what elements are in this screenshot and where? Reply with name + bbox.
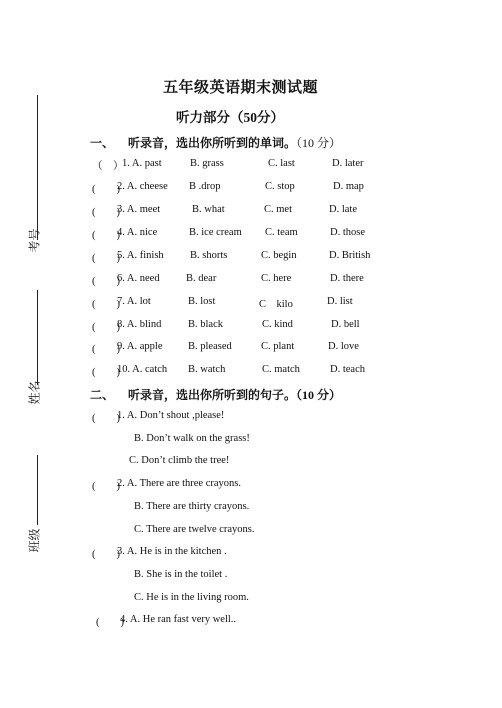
s1-item-7 (0, 296, 502, 312)
option-b: B. grass (190, 158, 224, 169)
s1-item-5 (0, 250, 502, 266)
option-c: C. plant (261, 341, 295, 352)
s2-q4-blank[interactable]: ( ) (96, 617, 124, 628)
s2-q2-option-b: B. There are thirty crayons. (134, 501, 250, 512)
s2-q1-option-a: 1. A. Don’t shout ,please! (117, 410, 225, 421)
s1-item-6 (0, 273, 502, 289)
answer-blank[interactable]: ( ) (92, 184, 120, 195)
s2-q2-option-c: C. There are twelve crayons. (134, 524, 255, 535)
option-a: 7. A. lot (117, 296, 151, 307)
option-d: D. there (330, 273, 364, 284)
s2-q2-blank[interactable]: ( ) (92, 481, 120, 492)
answer-blank[interactable]: ( ) (92, 207, 120, 218)
option-b: B. dear (186, 273, 217, 284)
option-a: 4. A. nice (117, 227, 158, 238)
option-c: C. team (265, 227, 298, 238)
s1-item-3 (0, 204, 502, 220)
option-d: D. love (328, 341, 359, 352)
option-d: D. list (327, 296, 353, 307)
page-title: 五年级英语期末测试题 (163, 80, 319, 96)
option-a: 2. A. cheese (117, 181, 168, 192)
option-c: C. match (262, 364, 300, 375)
section1-points: （10 分） (296, 136, 342, 150)
option-a: 5. A. finish (117, 250, 164, 261)
s2-q2-option-a: 2. A. There are three crayons. (117, 478, 242, 489)
option-b: B. ice cream (189, 227, 242, 238)
option-d: D. map (333, 181, 364, 192)
section1-heading (90, 134, 341, 151)
s2-q3-blank[interactable]: ( ) (92, 549, 120, 560)
option-b: B. shorts (190, 250, 228, 261)
page-subtitle: 听力部分（50分） (176, 110, 284, 125)
answer-blank[interactable]: ( ) (92, 322, 120, 333)
option-d: D. bell (331, 319, 360, 330)
option-b: B. what (192, 204, 225, 215)
answer-blank[interactable]: ( ) (92, 253, 120, 264)
option-d: D. teach (330, 364, 365, 375)
option-c: C kilo (259, 299, 293, 310)
option-c: C. here (261, 273, 292, 284)
option-d: D. those (330, 227, 365, 238)
option-b: B .drop (189, 181, 221, 192)
option-d: D. British (329, 250, 371, 261)
s1-item-1 (0, 158, 502, 174)
option-b: B. pleased (188, 341, 232, 352)
option-c: C. stop (265, 181, 295, 192)
name-label: 姓名 (27, 380, 42, 405)
class-label: 班级 (27, 528, 42, 553)
s2-q1-option-b: B. Don’t walk on the grass! (134, 433, 250, 444)
s1-item-10 (0, 364, 502, 380)
exam-no-label: 考号 (27, 228, 42, 253)
option-c: C. met (264, 204, 292, 215)
option-b: B. watch (188, 364, 226, 375)
class-line (37, 455, 38, 525)
s2-q3-option-c: C. He is in the living room. (134, 592, 249, 603)
section1-number: 一、 (90, 136, 115, 150)
s1-item-8 (0, 319, 502, 335)
option-a: 8. A. blind (117, 319, 162, 330)
option-a: 6. A. need (117, 273, 160, 284)
section1-instruction: 听录音，选出你所听到的单词。 (128, 136, 297, 150)
s2-q1-blank[interactable]: ( ) (92, 413, 120, 424)
answer-blank[interactable]: ( ) (92, 344, 120, 355)
s1-item-4 (0, 227, 502, 243)
option-a: 3. A. meet (117, 204, 161, 215)
s2-q1-option-c: C. Don’t climb the tree! (129, 455, 230, 466)
section2-number: 二、 (90, 388, 115, 402)
option-c: C. last (268, 158, 295, 169)
answer-blank[interactable]: ( ) (92, 299, 120, 310)
option-b: B. lost (188, 296, 216, 307)
s2-q3-option-a: 3. A. He is in the kitchen . (117, 546, 227, 557)
option-d: D. late (329, 204, 357, 215)
option-c: C. begin (261, 250, 297, 261)
section2-instruction: 听录音，选出你所听到的句子。 (128, 388, 297, 402)
option-c: C. kind (262, 319, 293, 330)
option-d: D. later (332, 158, 364, 169)
option-a: 1. A. past (122, 158, 162, 169)
s2-q4-option-a: 4. A. He ran fast very well.. (120, 614, 237, 625)
s1-item-9 (0, 341, 502, 357)
answer-blank[interactable]: ( ) (92, 367, 120, 378)
option-a: 9. A. apple (117, 341, 163, 352)
option-a: 10. A. catch (117, 364, 168, 375)
section2-heading (90, 386, 341, 403)
answer-blank[interactable]: ( ) (92, 230, 120, 241)
option-b: B. black (188, 319, 223, 330)
answer-blank[interactable]: ( ) (92, 276, 120, 287)
section2-points: （10 分） (296, 388, 342, 402)
answer-blank[interactable]: （ ） (92, 161, 124, 172)
s1-item-2 (0, 181, 502, 197)
s2-q3-option-b: B. She is in the toilet . (134, 569, 228, 580)
